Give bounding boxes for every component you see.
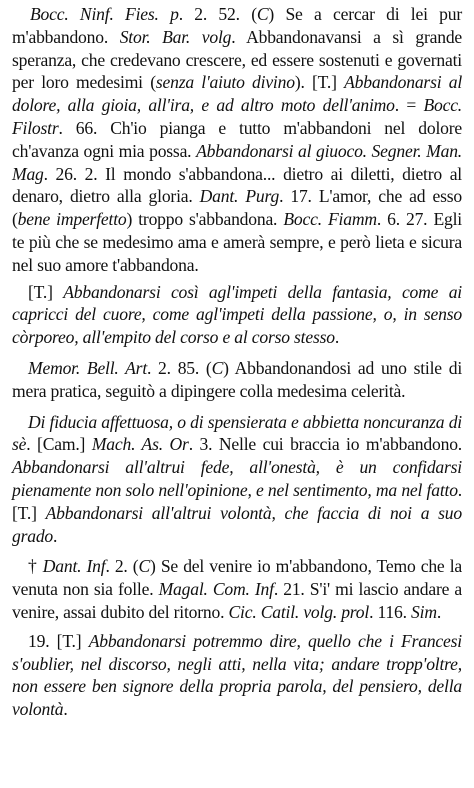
italic-text-segment: Mach. As. Or — [91, 434, 189, 455]
entry-paragraph — [12, 411, 462, 548]
text-segment: . 26. 2. Il mondo s'abbandona... dietro ai diletti, dietro al denaro, dietro alla gloria. — [12, 163, 462, 207]
italic-text-segment: Memor. Bell. Art — [28, 357, 148, 378]
italic-text-segment: Abbandonarsi potremmo dire, quello che i Francesi s'oublier, nel discorso, negli atti, nella vita; andare tropp'oltre, non essere ben signore della propria parola, del pensiero, della volontà — [12, 630, 462, 720]
italic-text-segment: Abbandonarsi così agl'impeti della fantasia, come ai capricci del cuore, come agl'impeti della passione, o, in senso còrporeo, all'empito del corso e al corso stesso — [12, 281, 462, 348]
text-segment: ) troppo s'abbandona. — [126, 209, 284, 230]
text-segment: . 66. Ch'io pianga e tutto m'abbandoni nel dolore ch'avanza ogni mia possa. — [12, 117, 462, 161]
text-segment: . Abbandonavansi a sì grande speranza, che credevano crescere, ed essere sostenuti e governati per loro medesimi ( — [12, 26, 463, 93]
text-segment: . 2. ( — [105, 556, 139, 577]
text-segment: . — [53, 525, 58, 546]
italic-text-segment: C — [211, 357, 224, 378]
italic-text-segment: Di fiducia affettuosa, o di spensierata e abbietta noncuranza di sè — [12, 411, 462, 455]
entry-paragraph — [12, 357, 462, 403]
text-segment: . 3. Nelle cui braccia io m'abbandono. — [188, 434, 462, 455]
text-segment: 19. [T.] — [28, 630, 89, 651]
text-segment: . 2. 85. ( — [147, 357, 212, 378]
text-segment: ) Se a cercar di lei pur m'abbandono. — [12, 4, 462, 47]
text-segment: † — [28, 556, 43, 577]
italic-text-segment: senza l'aiuto divino — [155, 72, 295, 93]
italic-text-segment: Bocc. Fiamm — [283, 209, 377, 230]
text-segment: . 2. 52. ( — [178, 4, 257, 24]
text-segment: . — [436, 601, 442, 622]
italic-text-segment: Sim — [411, 601, 437, 622]
entry-paragraph — [12, 630, 462, 721]
text-segment: [T.] — [28, 281, 64, 302]
italic-text-segment: Abbandonarsi all'altrui volontà, che faccia di noi a suo grado — [12, 502, 462, 546]
text-segment: . — [63, 699, 68, 720]
italic-text-segment: Stor. Bar. volg — [119, 26, 232, 47]
italic-text-segment: bene imperfetto — [17, 209, 127, 230]
text-segment: . 6. 27. Egli te più che se medesimo ama e amerà sempre, e però lieta e sicura nel suo amore t'abbandona. — [12, 209, 462, 275]
text-segment: . 17. L'amor, che ad esso ( — [12, 186, 462, 230]
italic-text-segment: Abbandonarsi al giuoco. Segner. Man. Mag — [12, 140, 462, 184]
entry-paragraph — [12, 281, 462, 349]
italic-text-segment: Magal. Com. Inf — [158, 579, 274, 600]
italic-text-segment: Dant. Purg — [199, 186, 280, 207]
text-segment: . — [334, 327, 340, 348]
italic-text-segment: Bocc. Filostr — [12, 95, 462, 138]
italic-text-segment: Abbandonarsi al dolore, alla gioia, all'ira, e ad altro moto dell'animo — [12, 72, 463, 116]
text-segment: . [Cam.] — [26, 434, 92, 455]
text-segment: . = — [394, 95, 424, 116]
text-segment: ). [T.] — [294, 72, 345, 93]
italic-text-segment: Cic. Catil. volg. prol — [228, 601, 370, 622]
italic-text-segment: C — [256, 4, 269, 24]
italic-text-segment: Dant. Inf — [42, 556, 106, 577]
text-segment: ) Se del venire io m'abbandono, Temo che la venuta non sia folle. — [12, 556, 462, 600]
text-segment: . 116. — [369, 601, 412, 622]
text-segment: . [T.] — [12, 479, 462, 523]
text-segment: . 21. S'i' mi lascio andare a venire, assai dubito del ritorno. — [12, 579, 462, 622]
italic-text-segment: Abbandonarsi all'altrui fede, all'onestà, è un confidarsi pienamente non solo nell'opinione, e nel sentimento, ma nel fatto — [12, 457, 462, 500]
entry-paragraph — [12, 555, 462, 623]
italic-text-segment: C — [138, 556, 150, 577]
italic-text-segment: Bocc. Ninf. Fies. p — [30, 4, 179, 24]
entry-paragraph — [12, 3, 462, 277]
text-segment: ) Abbandonandosi ad uno stile di mera pratica, seguitò a dipingere colla medesima celerità. — [12, 357, 463, 401]
